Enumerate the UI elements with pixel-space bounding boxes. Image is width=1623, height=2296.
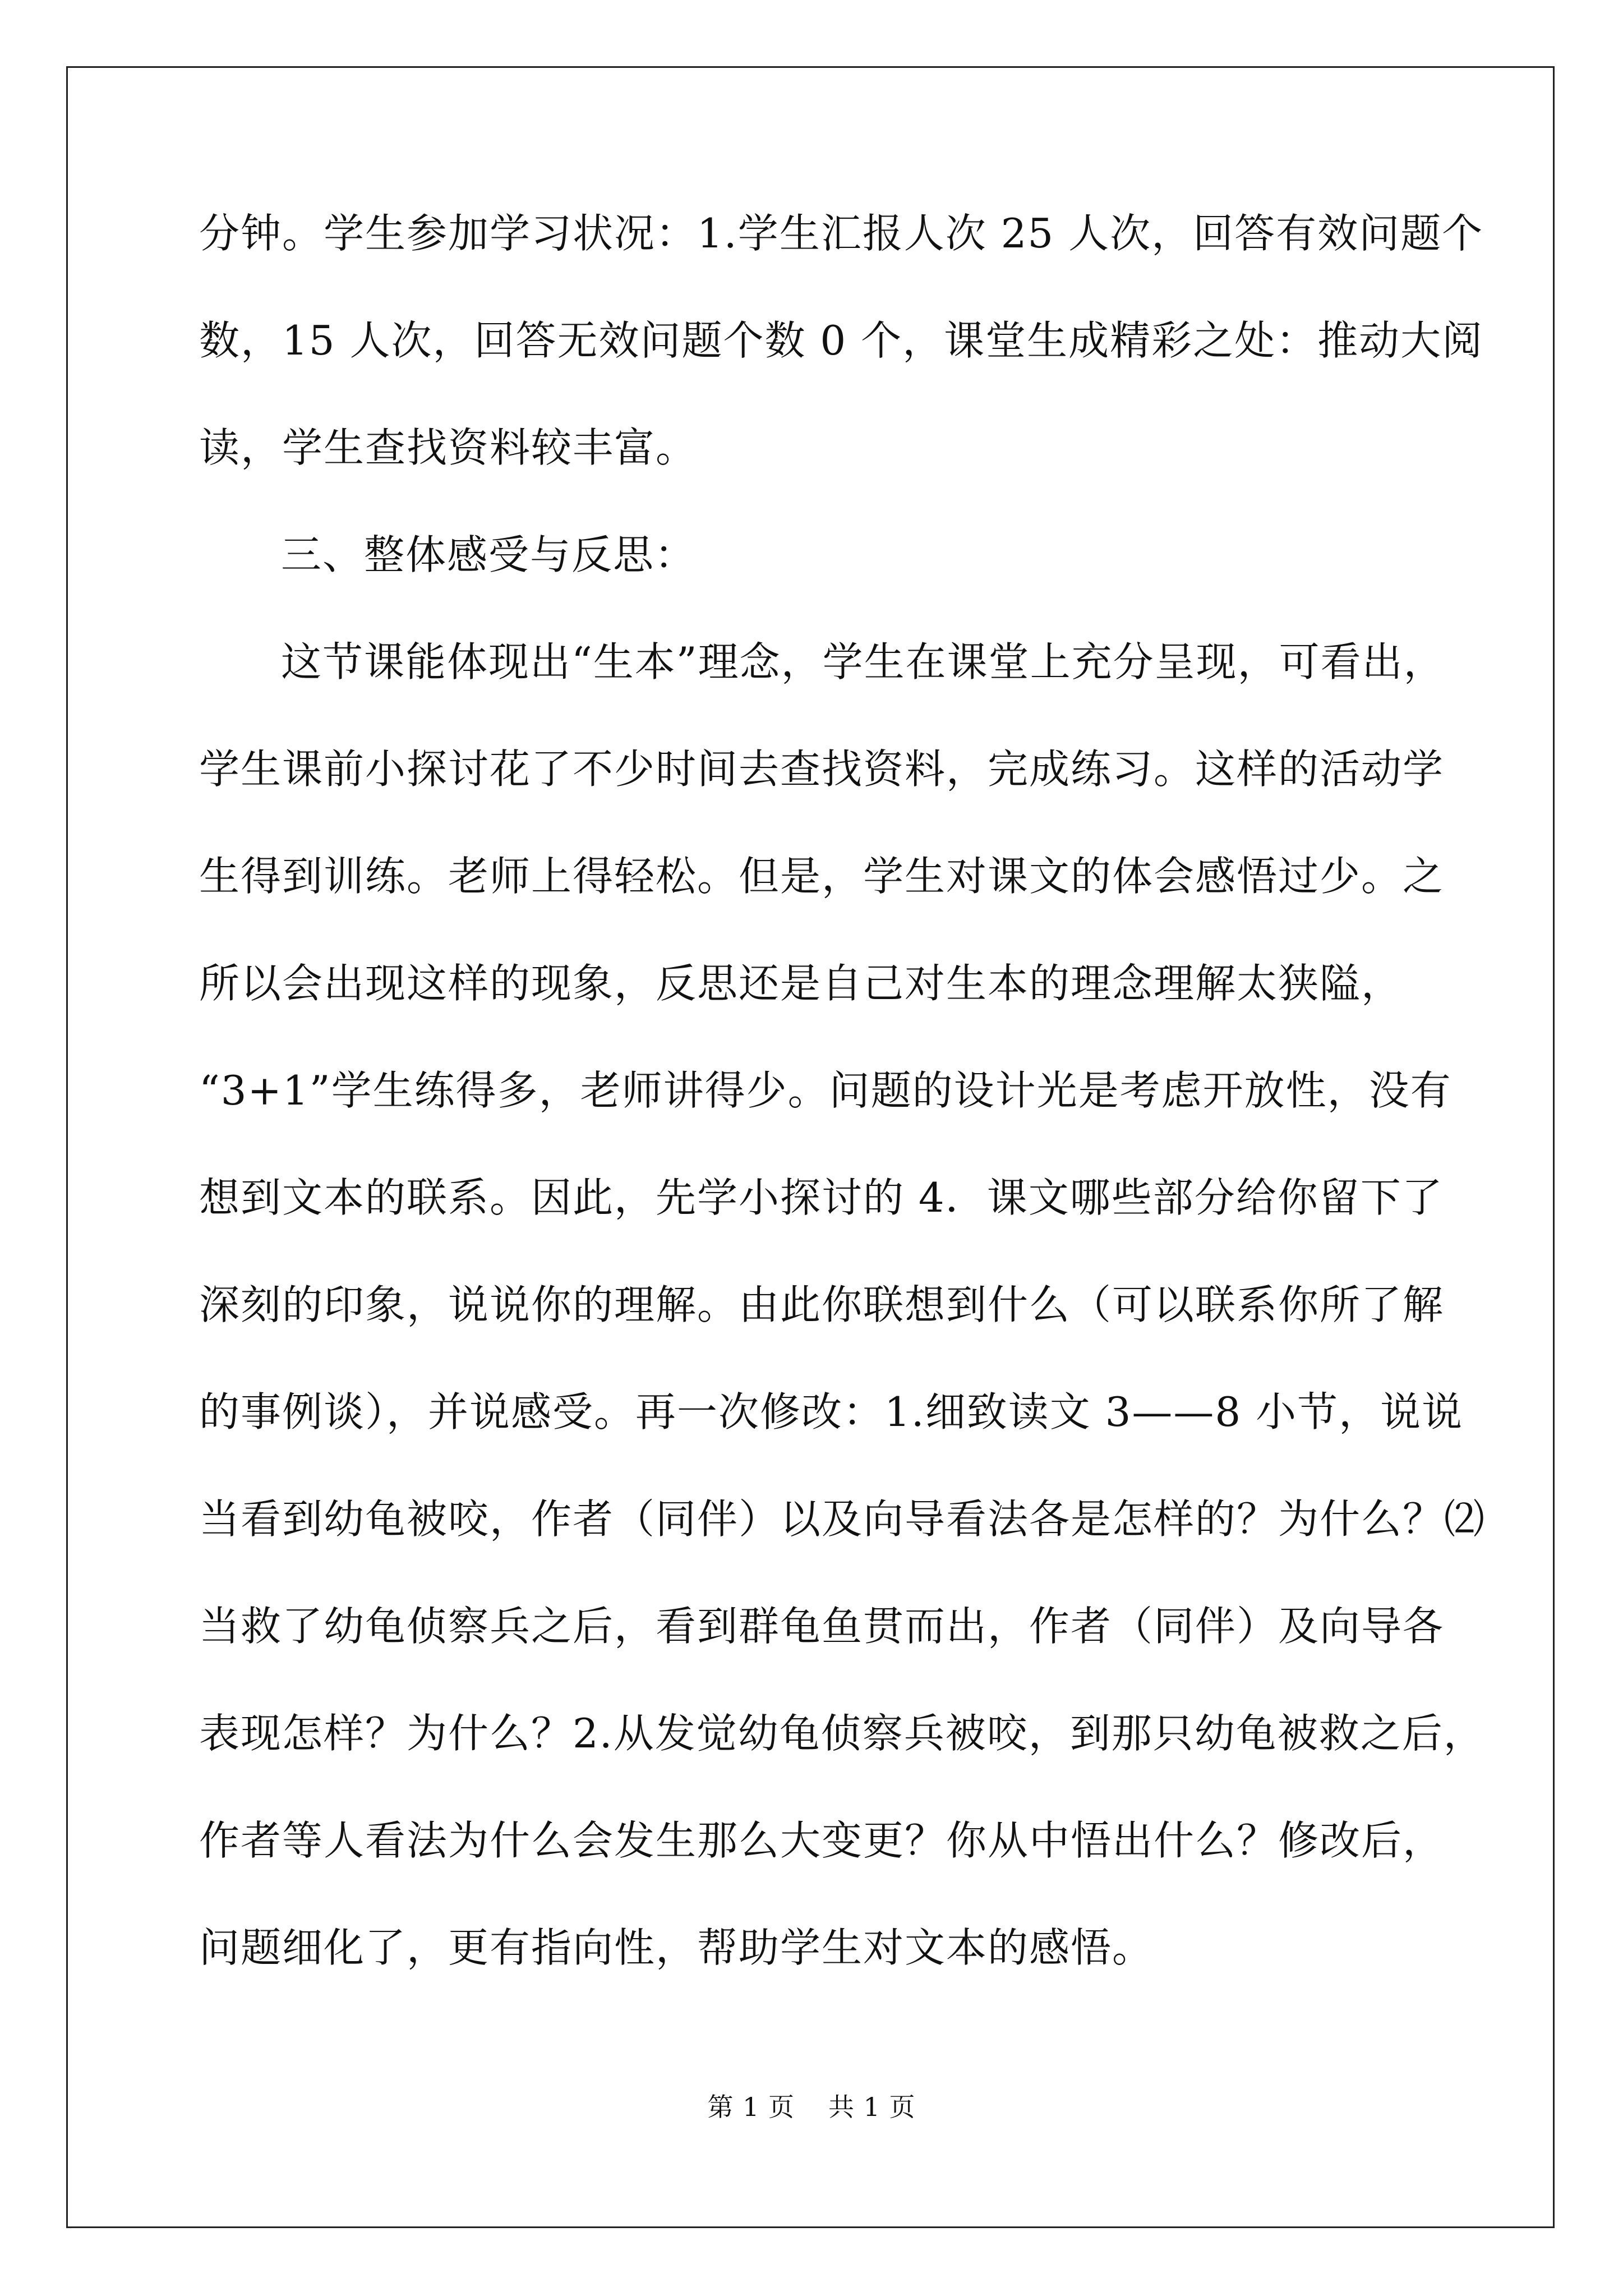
page-total: 共 1 页 — [828, 2092, 916, 2122]
page-number: 第 1 页 — [707, 2092, 795, 2122]
text-line: 生得到训练。老师上得轻松。但是，学生对课文的体会感悟过少。之 — [199, 853, 1445, 900]
text-line: 当看到幼龟被咬，作者（同伴）以及向导看法各是怎样的？为什么？⑵ — [199, 1496, 1486, 1543]
text-line: 表现怎样？为什么？2.从发觉幼龟侦察兵被咬，到那只幼龟被救之后， — [199, 1710, 1485, 1757]
text-line: 的事例谈），并说感受。再一次修改：1.细致读文 3——8 小节，说说 — [199, 1388, 1464, 1435]
text-line: 学生课前小探讨花了不少时间去查找资料，完成练习。这样的活动学 — [199, 746, 1445, 793]
text-line: 问题细化了，更有指向性，帮助学生对文本的感悟。 — [199, 1924, 1154, 1971]
section-heading: 三、整体感受与反思： — [281, 531, 697, 578]
text-line: “3+1”学生练得多，老师讲得少。问题的设计光是考虑开放性，没有 — [199, 1067, 1452, 1114]
text-line: 作者等人看法为什么会发生那么大变更？你从中悟出什么？修改后， — [199, 1817, 1445, 1864]
text-line: 想到文本的联系。因此，先学小探讨的 4．课文哪些部分给你留下了 — [199, 1174, 1444, 1221]
text-line: 分钟。学生参加学习状况：1.学生汇报人次 25 人次，回答有效问题个 — [199, 210, 1484, 257]
text-line: 数，15 人次，回答无效问题个数 0 个，课堂生成精彩之处：推动大阅 — [199, 317, 1484, 364]
text-line: 这节课能体现出“生本”理念，学生在课堂上充分呈现，可看出， — [281, 638, 1445, 685]
page-footer — [0, 2087, 1623, 2124]
text-line: 所以会出现这样的现象，反思还是自己对生本的理念理解太狭隘， — [199, 960, 1403, 1007]
text-line: 读，学生查找资料较丰富。 — [199, 424, 698, 471]
document-body — [199, 210, 1486, 2035]
text-line: 深刻的印象，说说你的理解。由此你联想到什么（可以联系你所了解 — [199, 1281, 1445, 1328]
text-line: 当救了幼龟侦察兵之后，看到群龟鱼贯而出，作者（同伴）及向导各 — [199, 1603, 1445, 1650]
